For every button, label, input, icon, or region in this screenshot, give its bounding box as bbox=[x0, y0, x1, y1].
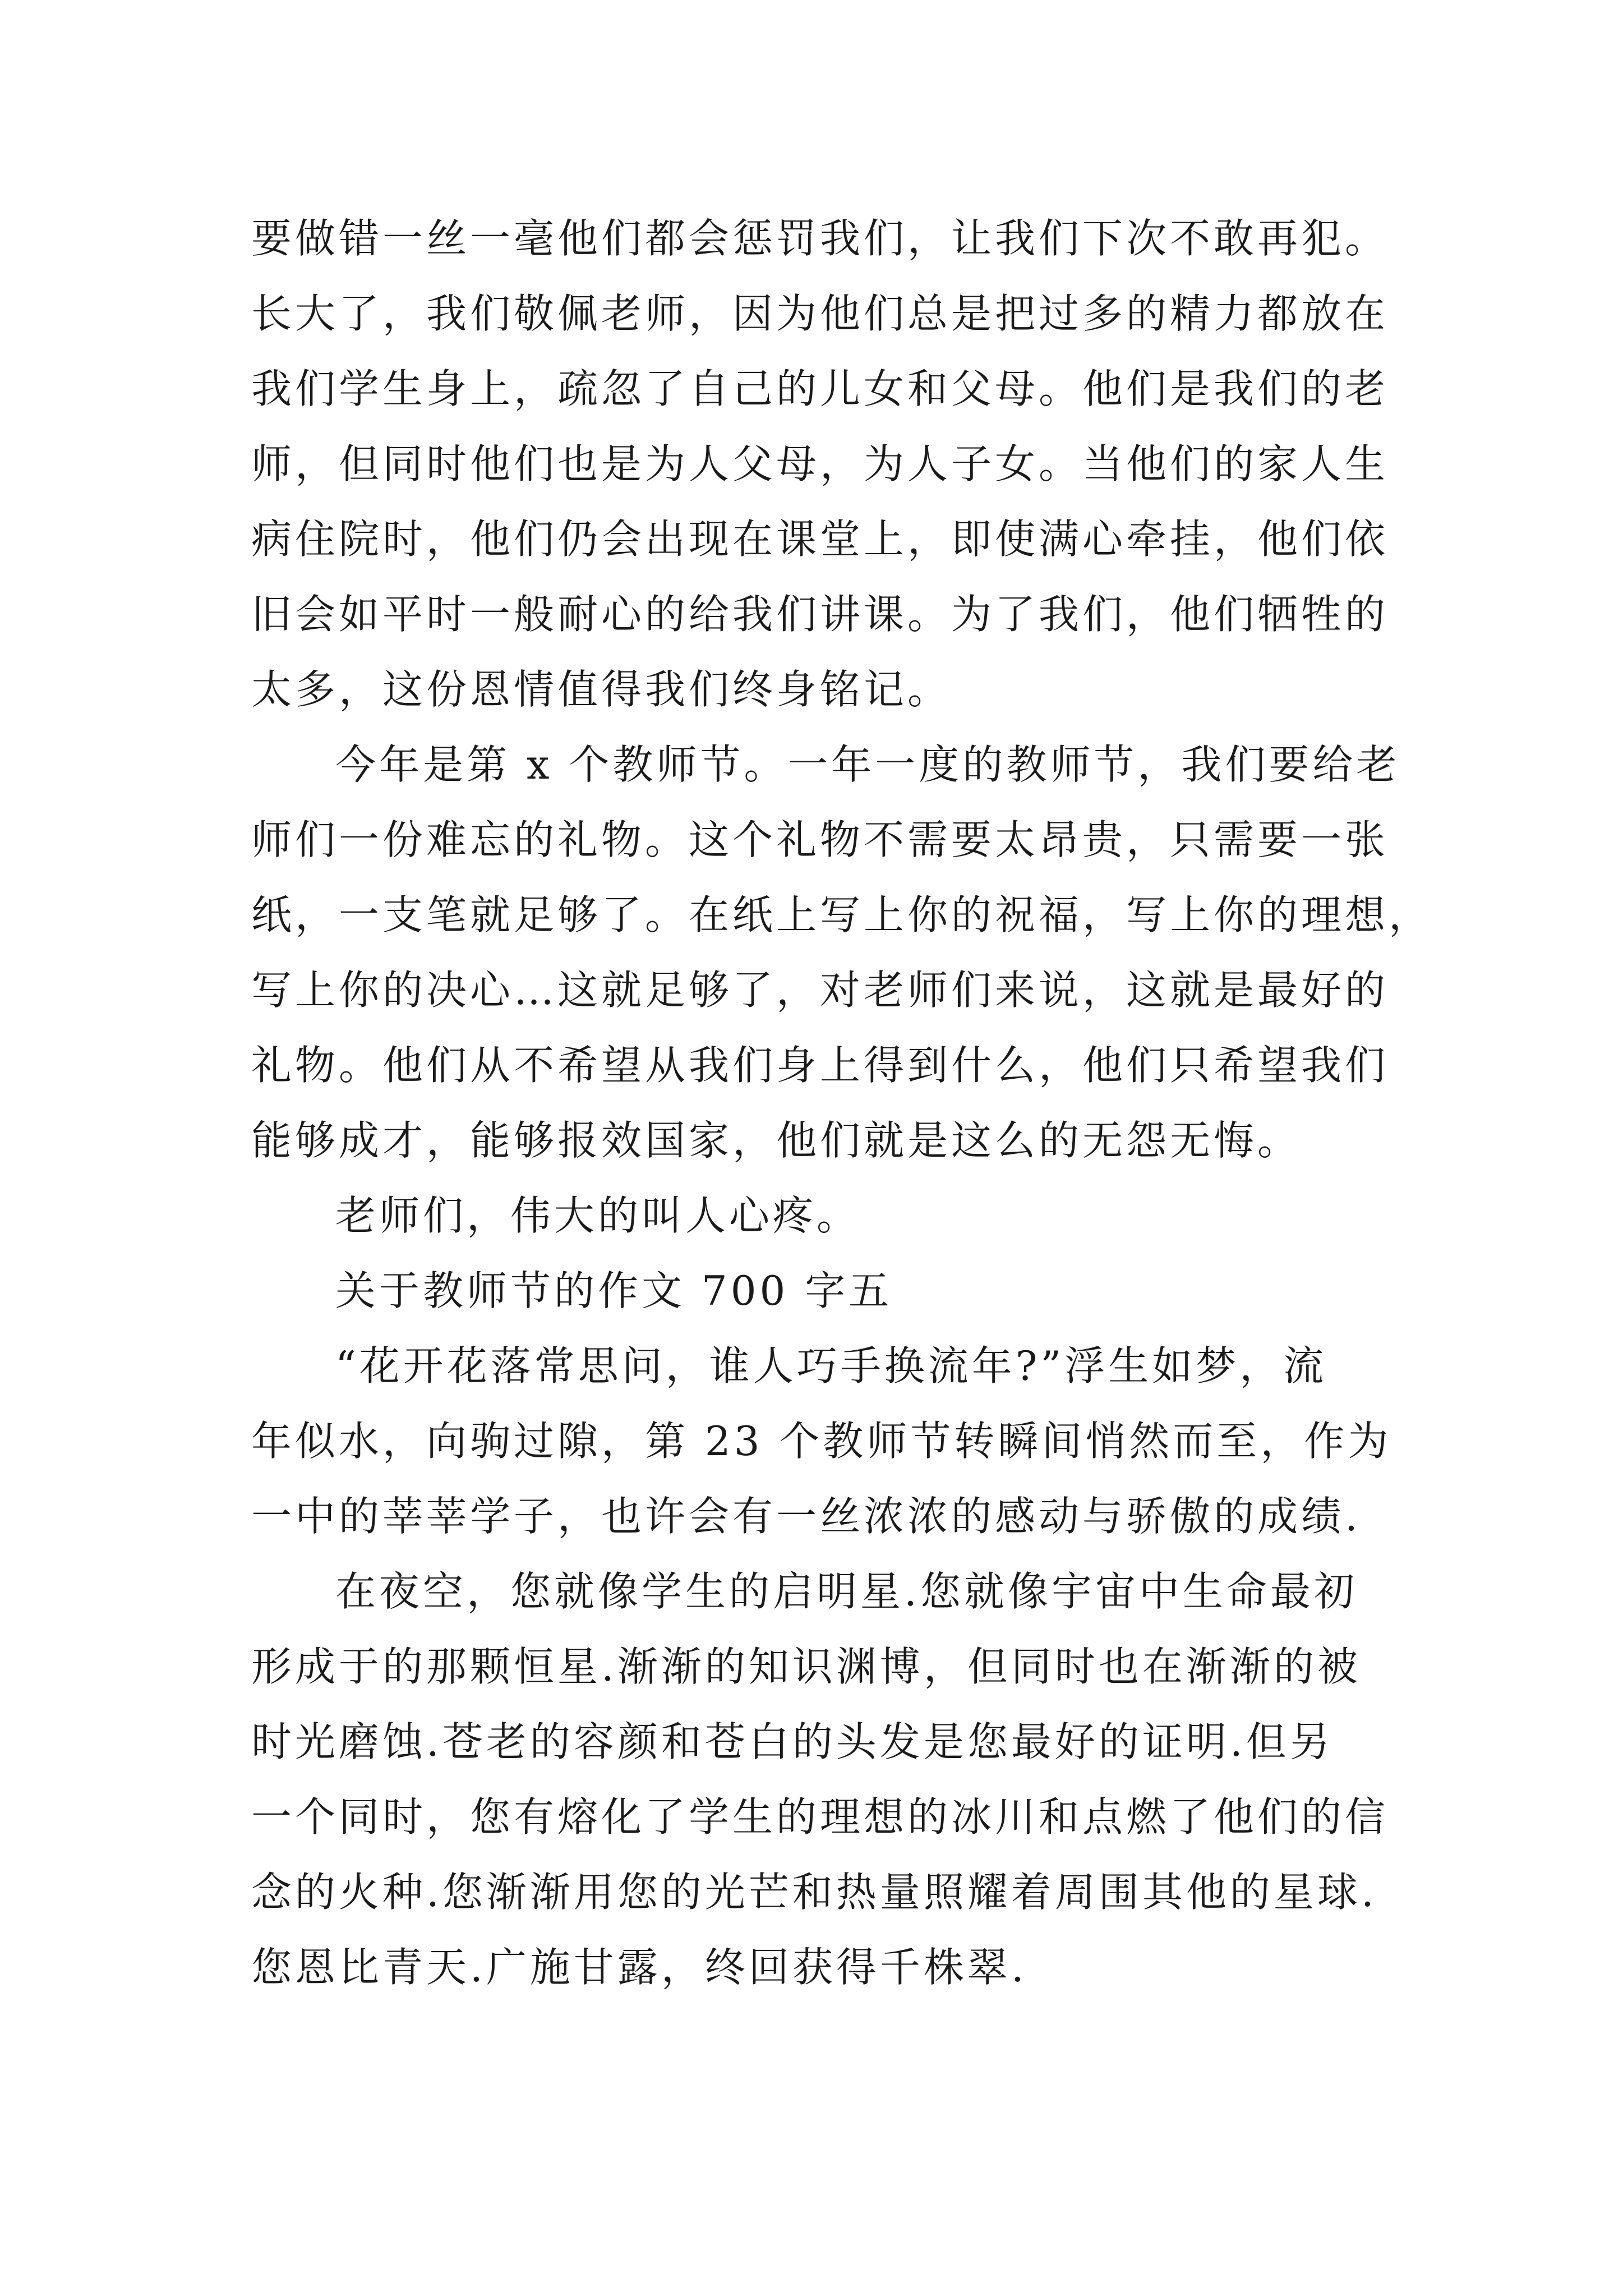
text-line: 礼物。他们从不希望从我们身上得到什么，他们只希望我们 bbox=[251, 1042, 1389, 1089]
text-line: 在夜空，您就像学生的启明星.您就像宇宙中生命最初 bbox=[335, 1568, 1358, 1615]
text-line: 一中的莘莘学子，也许会有一丝浓浓的感动与骄傲的成绩. bbox=[251, 1493, 1361, 1540]
text-line: 纸，一支笔就足够了。在纸上写上你的祝福，写上你的理想， bbox=[251, 891, 1433, 938]
text-line: 师们一份难忘的礼物。这个礼物不需要太昂贵，只需要一张 bbox=[251, 816, 1389, 863]
document-body bbox=[251, 201, 1433, 2005]
text-line: 能够成才，能够报效国家，他们就是这么的无怨无悔。 bbox=[251, 1117, 1302, 1164]
text-line: 我们学生身上，疏忽了自己的儿女和父母。他们是我们的老 bbox=[251, 365, 1389, 412]
text-line: 旧会如平时一般耐心的给我们讲课。为了我们，他们牺牲的 bbox=[251, 591, 1389, 638]
text-line: 要做错一丝一毫他们都会惩罚我们，让我们下次不敢再犯。 bbox=[251, 215, 1389, 262]
text-line: 关于教师节的作文 700 字五 bbox=[335, 1267, 893, 1314]
text-line: 您恩比青天.广施甘露，终回获得千株翠. bbox=[251, 1944, 1027, 1991]
text-line: 师，但同时他们也是为人父母，为人子女。当他们的家人生 bbox=[251, 440, 1389, 487]
text-line: “花开花落常思问，谁人巧手换流年?”浮生如梦，流 bbox=[335, 1342, 1327, 1389]
text-line: 今年是第 x 个教师节。一年一度的教师节，我们要给老 bbox=[335, 741, 1400, 788]
text-line: 写上你的决心…这就足够了，对老师们来说，这就是最好的 bbox=[251, 967, 1389, 1014]
text-line: 病住院时，他们仍会出现在课堂上，即使满心牵挂，他们依 bbox=[251, 516, 1389, 563]
text-line: 一个同时，您有熔化了学生的理想的冰川和点燃了他们的信 bbox=[251, 1793, 1389, 1841]
text-line: 时光磨蚀.苍老的容颜和苍白的头发是您最好的证明.但另 bbox=[251, 1718, 1334, 1765]
text-line: 形成于的那颗恒星.渐渐的知识渊博，但同时也在渐渐的被 bbox=[251, 1643, 1361, 1690]
text-line: 老师们，伟大的叫人心疼。 bbox=[335, 1192, 861, 1239]
text-line: 念的火种.您渐渐用您的光芒和热量照耀着周围其他的星球. bbox=[251, 1869, 1377, 1916]
text-line: 年似水，向驹过隙，第 23 个教师节转瞬间悄然而至，作为 bbox=[251, 1418, 1392, 1465]
text-line: 太多，这份恩情值得我们终身铭记。 bbox=[251, 666, 952, 713]
text-line: 长大了，我们敬佩老师，因为他们总是把过多的精力都放在 bbox=[251, 290, 1389, 337]
